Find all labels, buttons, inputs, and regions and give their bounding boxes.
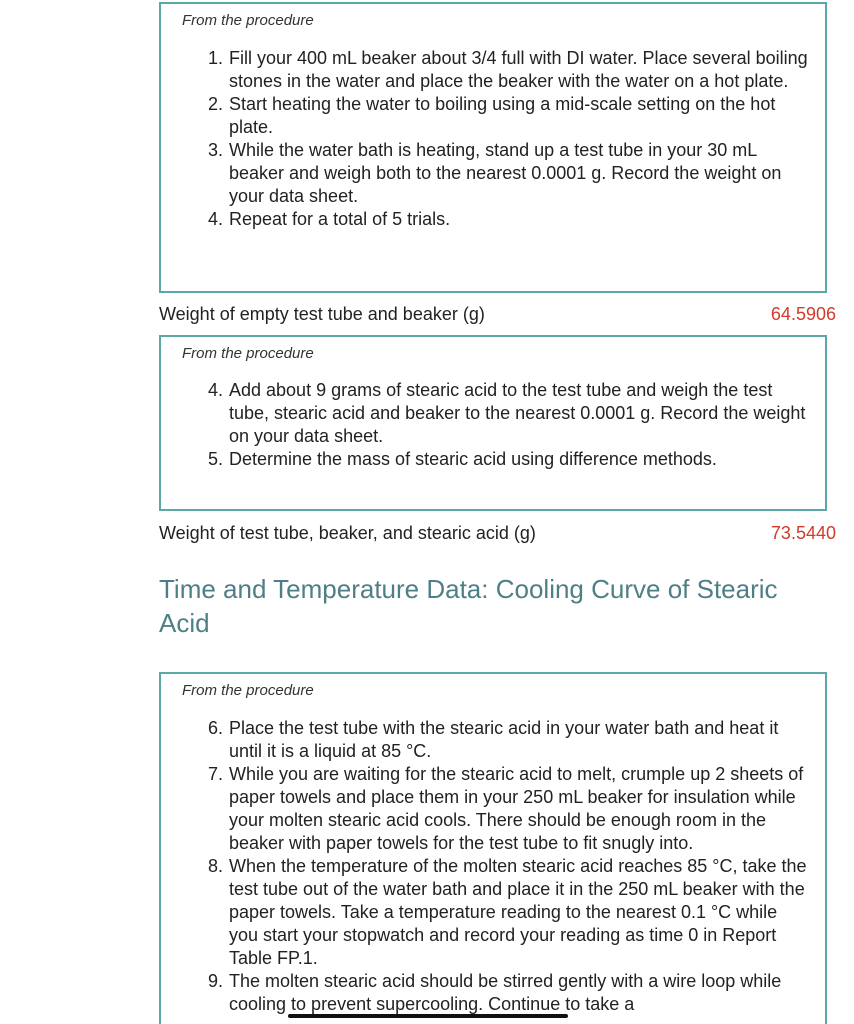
procedure-caption: From the procedure [182, 345, 314, 362]
step-text: The molten stearic acid should be stirred gently with a wire loop while cooling to prevent supercooling. Continue to take a [229, 971, 782, 1014]
procedure-step [161, 763, 825, 855]
step-text: When the temperature of the molten stearic acid reaches 85 °C, take the test tube out of the water bath and place it in the 250 mL beaker with the paper towels. Take a temperature reading to the nearest 0.1 °C while you start your stopwatch and record your reading as time 0 in Report Table FP.1. [229, 856, 807, 968]
step-number: 6. [207, 718, 223, 738]
procedure-box-3 [159, 672, 827, 1024]
procedure-step [161, 717, 825, 763]
step-text: Repeat for a total of 5 trials. [229, 209, 451, 229]
procedure-steps [161, 717, 825, 1016]
procedure-caption: From the procedure [182, 12, 314, 29]
step-number: 5. [207, 449, 223, 469]
step-text: While you are waiting for the stearic acid to melt, crumple up 2 sheets of paper towels and place them in your 250 mL beaker for insulation while your molten stearic acid cools. There should be enough room in the beaker with paper towels for the test tube to fit snugly into. [229, 764, 804, 853]
procedure-step [161, 448, 825, 471]
procedure-step [161, 855, 825, 970]
step-number: 8. [207, 856, 223, 876]
procedure-step [161, 139, 825, 208]
procedure-caption: From the procedure [182, 682, 314, 699]
step-number: 1. [207, 48, 223, 68]
step-text: Add about 9 grams of stearic acid to the test tube and weigh the test tube, stearic acid and beaker to the nearest 0.0001 g. Record the weight on your data sheet. [229, 380, 806, 446]
section-heading: Time and Temperature Data: Cooling Curve of Stearic Acid [159, 574, 778, 638]
procedure-steps [161, 379, 825, 471]
procedure-step [161, 970, 825, 1016]
step-number: 4. [207, 380, 223, 400]
step-text: Start heating the water to boiling using a mid-scale setting on the hot plate. [229, 94, 776, 137]
procedure-box-2 [159, 335, 827, 511]
step-number: 7. [207, 764, 223, 784]
step-text: Fill your 400 mL beaker about 3/4 full with DI water. Place several boiling stones in the water and place the beaker with the water on a hot plate. [229, 48, 808, 91]
data-row-label: Weight of empty test tube and beaker (g) [159, 304, 485, 324]
step-number: 2. [207, 94, 223, 114]
procedure-step [161, 208, 825, 231]
procedure-box-1 [159, 2, 827, 293]
data-row-label: Weight of test tube, beaker, and stearic acid (g) [159, 523, 536, 543]
step-text: Place the test tube with the stearic acid in your water bath and heat it until it is a liquid at 85 °C. [229, 718, 779, 761]
procedure-step [161, 47, 825, 93]
data-row-value: 73.5440 [770, 523, 836, 543]
step-number: 3. [207, 140, 223, 160]
data-row-value: 64.5906 [770, 304, 836, 324]
procedure-step [161, 93, 825, 139]
step-number: 4. [207, 209, 223, 229]
procedure-step [161, 379, 825, 448]
step-text: While the water bath is heating, stand up a test tube in your 30 mL beaker and weigh both to the nearest 0.0001 g. Record the weight on your data sheet. [229, 140, 782, 206]
scroll-indicator-bar[interactable] [288, 1014, 568, 1018]
procedure-steps [161, 47, 825, 231]
step-text: Determine the mass of stearic acid using difference methods. [229, 449, 717, 469]
step-number: 9. [207, 971, 223, 991]
